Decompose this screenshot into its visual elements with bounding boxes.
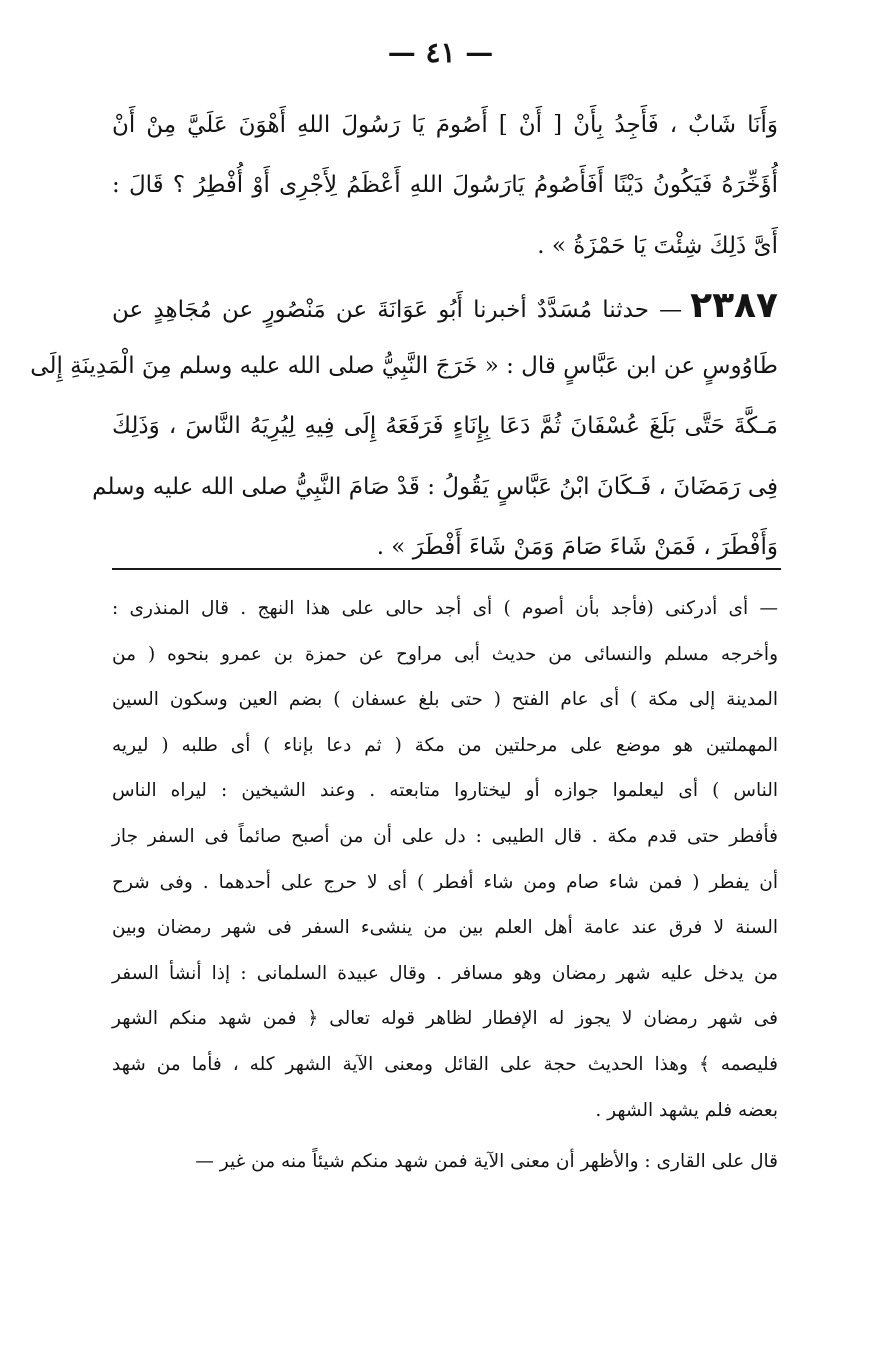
note-line: من يدخل عليه شهر رمضان وهو مسافر . وقال عبيدة السلمانى : إذا أنشأ السفر — [112, 962, 778, 984]
note-line: المدينة إلى مكة ) أى عام الفتح ( حتى بلغ عسفان ) بضم العين وسكون السين — [112, 689, 778, 711]
commentary-notes — [112, 586, 778, 1185]
note-line: وأخرجه مسلم والنسائى من حديث أبى مراوح عن حمزة بن عمرو بنحوه ( من — [112, 643, 778, 665]
note-line: أن يفطر ( فمن شاء صام ومن شاء أفطر ) أى لا حرج على أحدهما . وفى شرح — [112, 871, 778, 893]
hadith-line: أُؤَخِّرَهُ فَيَكُونُ دَيْنًا أَفَأَصُومُ يَارَسُولَ اللهِ أَعْظَمُ لِأَجْرِى أَوْ أُفْطِرُ ؟ قَالَ : — [112, 172, 778, 199]
note-line: فليصمه ﴾ وهذا الحديث حجة على القائل ومعنى الآية الشهر كله ، فأما من شهد — [112, 1053, 778, 1075]
note-line: قال على القارى : والأظهر أن معنى الآية فمن شهد منكم شيئاً منه من غير — — [195, 1151, 778, 1173]
hadith-line: طَاوُوسٍ عن ابن عَبَّاسٍ قال : « خَرَجَ النَّبِيُّ صلى الله عليه وسلم مِنَ الْمَدِينَةِ إِلَى — [30, 353, 778, 380]
note-line: الناس ) أى ليعلموا جوازه أو ليختاروا متابعته . وعند الشيخين : ليراه الناس — [112, 780, 778, 802]
note-line: المهملتين هو موضع على مرحلتين من مكة ( ثم دعا بإناء ) أى طلبه ( ليريه — [112, 734, 778, 756]
hadith-line: أَىَّ ذَلِكَ شِئْتَ يَا حَمْزَةُ » . — [537, 232, 778, 259]
note-line: السنة لا فرق عند عامة أهل العلم بين من ينشىء السفر فى شهر رمضان وبين — [112, 917, 778, 939]
hadith-line: فِى رَمَضَانَ ، فَـكَانَ ابْنُ عَبَّاسٍ يَقُولُ : قَدْ صَامَ النَّبِيُّ صلى الله عليه وسلم — [92, 473, 778, 500]
page-number: — ٤١ — — [387, 36, 494, 69]
note-line: فأفطر حتى قدم مكة . قال الطيبى : دل على أن من أصبح صائماً فى السفر جاز — [112, 825, 778, 847]
note-line: فى شهر رمضان لا يجوز له الإفطار لظاهر قوله تعالى ﴿ فمن شهد منكم الشهر — [112, 1008, 778, 1030]
hadith-text — [30, 95, 778, 577]
hadith-line-with-number — [112, 276, 778, 336]
hadith-line: وَأَفْطَرَ ، فَمَنْ شَاءَ صَامَ وَمَنْ شَاءَ أَفْطَرَ » . — [376, 534, 778, 561]
hadith-line: مَـكَّةَ حَتَّى بَلَغَ عُسْفَانَ ثُمَّ دَعَا بِإِنَاءٍ فَرَفَعَهُ إِلَى فِيهِ لِيُرِيَهُ النَّاسَ ، وَذَلِكَ — [112, 413, 778, 440]
hadith-number: ٢٣٨٧ — [690, 284, 778, 326]
note-line: — أى أدركنى (فأجد بأن أصوم ) أى أجد حالى على هذا النهج . قال المنذرى : — [112, 598, 778, 619]
hadith-line-text: — حدثنا مُسَدَّدٌ أخبرنا أَبُو عَوَانَةَ عن مَنْصُورٍ عن مُجَاهِدٍ عن — [112, 296, 683, 323]
footnote-divider — [112, 568, 781, 570]
hadith-line: وَأَنَا شَابٌ ، فَأَجِدُ بِأَنْ [ أَنْ ] أَصُومَ يَا رَسُولَ اللهِ أَهْوَنَ عَلَيَّ مِنْ أَنْ — [112, 112, 778, 138]
note-line: بعضه فلم يشهد الشهر . — [595, 1099, 778, 1121]
